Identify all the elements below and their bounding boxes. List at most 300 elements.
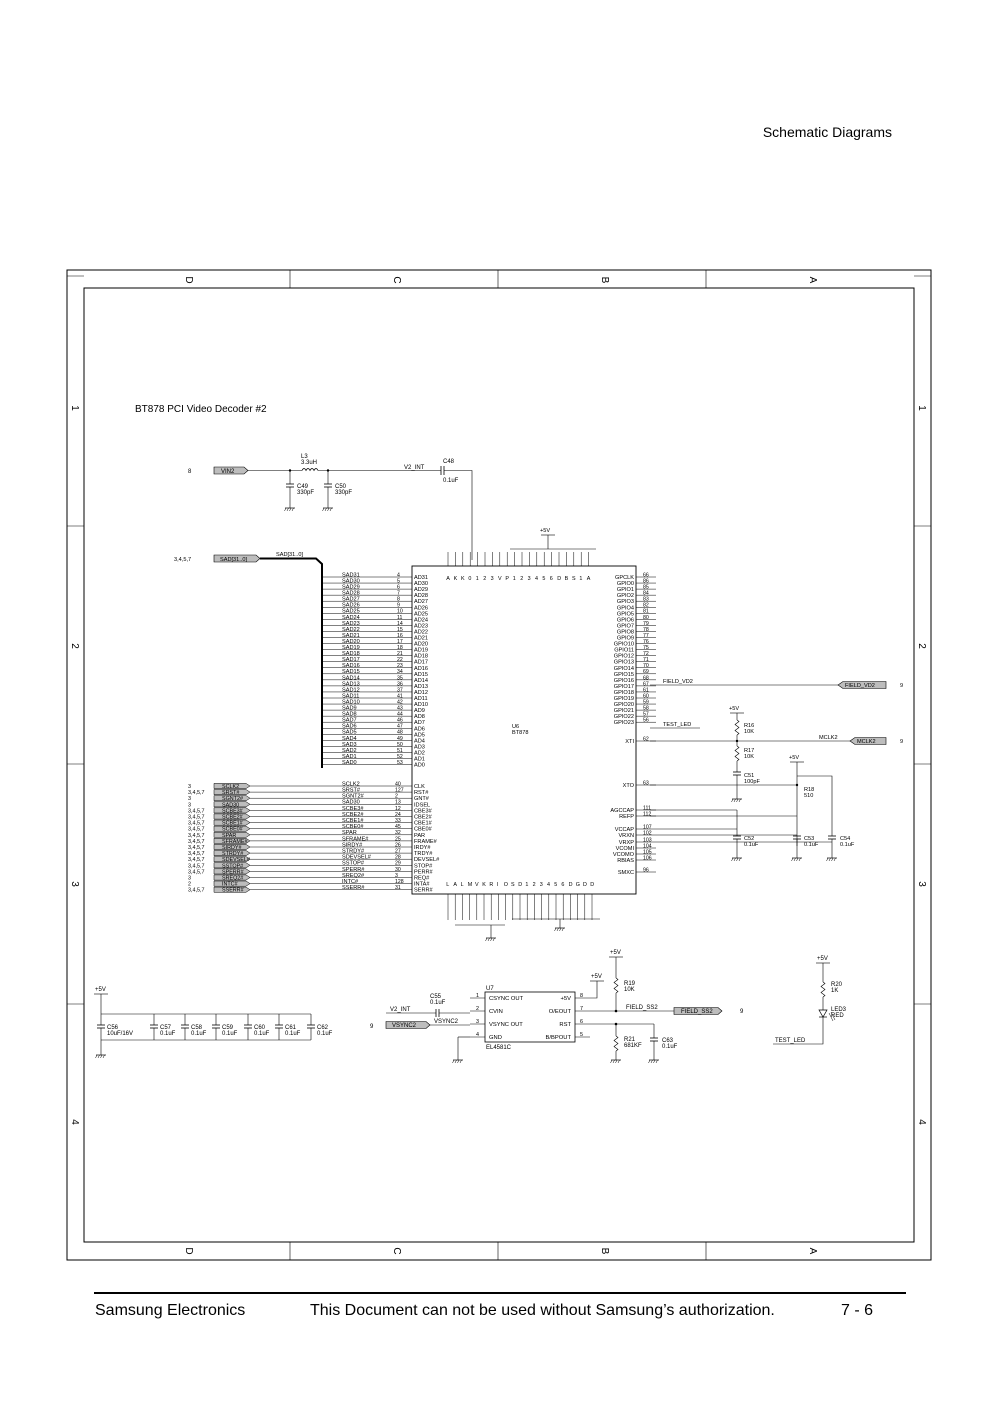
- u6-right-pin-name: XTO: [622, 783, 634, 789]
- ctrl-pin-number: 29: [395, 860, 401, 867]
- ctrl-port-label: SFRAME#: [222, 838, 248, 845]
- ctrl-pin-name: IRDY#: [414, 845, 431, 851]
- gpio-pin-name: GPIO4: [616, 605, 634, 612]
- u6-right-pin-number: 105: [643, 849, 652, 856]
- ad-pin-name: AD29: [414, 587, 428, 594]
- ad-net-label: SAD23: [342, 620, 360, 627]
- r16-ref: R16: [744, 723, 755, 729]
- ctrl-pin-number: 127: [395, 787, 404, 794]
- footer-rule: [94, 1292, 906, 1294]
- ad-net-label: SAD8: [342, 711, 357, 718]
- gpio-pin-number: 85: [643, 584, 649, 591]
- ad-pin-number: 21: [397, 651, 403, 658]
- frame-column-bottom: B: [599, 1247, 610, 1255]
- ad-net-label: SAD21: [342, 632, 360, 639]
- r21-resistor: [614, 1036, 618, 1051]
- c52-value: 0.1uF: [744, 842, 759, 848]
- r20-value: 1K: [831, 988, 839, 994]
- frame-row-left: 4: [69, 1119, 80, 1125]
- ctrl-pin-name: DEVSEL#: [414, 857, 440, 864]
- gpio-pin-number: 61: [643, 687, 649, 694]
- vin-sheet-ref: 8: [188, 469, 192, 475]
- u6-ref: U6: [512, 724, 520, 730]
- decoupling-cap-value: 0.1uF: [317, 1031, 333, 1037]
- vsync2-net: VSYNC2: [434, 1019, 459, 1025]
- ad-net-label: SAD22: [342, 626, 360, 633]
- ctrl-pin-name: CBE1#: [414, 820, 432, 827]
- ad-pin-name: AD7: [414, 720, 425, 727]
- c52-ref: C52: [744, 836, 755, 842]
- field-ss2-ref: 9: [740, 1009, 744, 1015]
- gpio-pin-number: 72: [643, 651, 649, 658]
- decoupling-cap-ref: C57: [160, 1025, 172, 1031]
- ad-pin-name: AD30: [414, 581, 428, 588]
- ctrl-net-label: SCBE1#: [342, 818, 364, 824]
- gpio-pin-name: GPIO21: [613, 708, 634, 715]
- u6-bottom-pin-label: L: [460, 882, 464, 888]
- ad-pin-number: 42: [397, 699, 403, 706]
- gpio-pin-name: GPIO17: [613, 683, 634, 690]
- c54-value: 0.1uF: [840, 842, 855, 848]
- frame-column-bottom: A: [807, 1247, 818, 1255]
- decoupling-cap-value: 0.1uF: [254, 1031, 270, 1037]
- sad-bus-name: SAD[31..0]: [276, 552, 304, 558]
- ctrl-sheet-ref: 3,4,5,7: [188, 851, 205, 858]
- ad-pin-number: 9: [397, 602, 400, 609]
- ad-net-label: SAD16: [342, 663, 360, 670]
- frame-row-left: 1: [69, 405, 80, 411]
- ctrl-pin-number: 27: [395, 848, 401, 855]
- vin2-port-label: VIN2: [221, 469, 235, 475]
- r18-supply: +5V: [789, 755, 800, 761]
- ad-pin-number: 53: [397, 759, 403, 766]
- u6-top-pin-label: D: [557, 576, 562, 582]
- l3-inductor: [302, 469, 318, 471]
- decoupling-cap-value: 0.1uF: [191, 1031, 207, 1037]
- u6-top-pin-label: S: [572, 576, 576, 582]
- ad-pin-number: 10: [397, 608, 403, 615]
- gpio-pin-name: GPIO3: [616, 599, 634, 606]
- frame-row-right: 2: [916, 643, 927, 649]
- gpio-pin-number: 82: [643, 602, 649, 609]
- u6-supply: +5V: [540, 528, 551, 534]
- u6-bottom-pin-label: A: [453, 882, 458, 888]
- gpio-pin-name: GPIO5: [616, 611, 634, 618]
- u6-right-pin-number: 102: [643, 830, 652, 837]
- ad-net-label: SAD31: [342, 572, 360, 579]
- footer-page-number: 7 - 6: [841, 1302, 874, 1319]
- ad-net-label: SAD27: [342, 596, 360, 603]
- u6-right-pin-number: 112: [643, 811, 652, 818]
- u6-top-pin-label: 1: [475, 576, 479, 582]
- ctrl-port-label: SRST#: [222, 790, 240, 797]
- ctrl-net-label: SCBE3#: [342, 805, 364, 812]
- ctrl-pin-name: CBE3#: [414, 808, 432, 815]
- ad-pin-name: AD0: [414, 762, 425, 769]
- ad-pin-name: AD11: [414, 696, 428, 702]
- gpio-pin-number: 57: [643, 711, 649, 718]
- ctrl-net-label: INTC#: [342, 879, 359, 885]
- u6-bottom-pin-label: 4: [547, 882, 550, 888]
- ctrl-port-label: STRDY#: [222, 851, 244, 858]
- ctrl-pin-number: 45: [395, 824, 401, 831]
- u6-top-pin-label: K: [453, 576, 458, 582]
- gpio-pin-number: 81: [643, 608, 649, 615]
- frame-column-top: D: [183, 276, 194, 284]
- ad-net-label: SAD0: [342, 759, 357, 766]
- led-supply: +5V: [817, 956, 828, 962]
- u7-pin-number: 7: [580, 1006, 583, 1012]
- ad-pin-number: 23: [397, 663, 403, 670]
- u6-bottom-pin-label: R: [489, 882, 494, 888]
- u7-pin-number: 4: [476, 1032, 479, 1038]
- ad-net-label: SAD25: [342, 608, 360, 615]
- ctrl-pin-name: REQ#: [414, 875, 430, 882]
- u7-supply-a: +5V: [591, 974, 602, 980]
- ctrl-sheet-ref: 3: [188, 784, 191, 790]
- input-section: [188, 454, 472, 560]
- u6-bottom-pin-label: D: [518, 882, 523, 888]
- vsync2-port-ref: 9: [370, 1024, 374, 1030]
- ad-pin-number: 37: [397, 687, 403, 694]
- ad-pin-number: 14: [397, 620, 403, 627]
- gpio-pin-number: 66: [643, 572, 649, 579]
- ad-pin-name: AD4: [414, 738, 425, 745]
- r21-value: 681KF: [624, 1043, 642, 1049]
- ctrl-net-label: SRST#: [342, 787, 361, 794]
- u6-bottom-pin-label: 5: [554, 882, 558, 888]
- ctrl-port-label: SPAR: [222, 832, 237, 839]
- u6-right-pin-name: VRXP: [618, 840, 634, 846]
- u6-right-pin-number: 96: [643, 867, 649, 874]
- gpio-pin-name: GPIO20: [613, 702, 634, 709]
- ctrl-pin-number: 33: [395, 818, 401, 824]
- mclk2-ref: 9: [900, 739, 904, 745]
- u7-pin-name: RST: [559, 1022, 571, 1028]
- u6-right-pin-number: 103: [643, 837, 652, 844]
- field-vd2-ref: 9: [900, 683, 904, 689]
- gpio-pin-number: 86: [643, 578, 649, 585]
- gpio-pin-number: 71: [643, 657, 649, 664]
- ad-pin-number: 18: [397, 645, 403, 651]
- u6-bottom-pin-label: 3: [539, 882, 543, 888]
- ctrl-port-label: INTC#: [222, 881, 238, 888]
- ctrl-port-label: SCBE2#: [222, 814, 243, 821]
- u6-top-pin-label: 1: [512, 576, 516, 582]
- ad-pin-number: 51: [397, 747, 403, 754]
- r17-value: 10K: [744, 754, 754, 760]
- ctrl-net-label: SAD30: [342, 799, 360, 806]
- u6-bottom-pin-label: K: [482, 882, 486, 888]
- ad-pin-number: 52: [397, 753, 403, 760]
- u7-pin-name: B/BPOUT: [545, 1035, 571, 1041]
- vsync2-port-label: VSYNC2: [392, 1023, 417, 1029]
- ctrl-net-label: SIRDY#: [342, 842, 363, 849]
- ctrl-pin-number: 28: [395, 854, 401, 861]
- frame-column-bottom: D: [183, 1247, 194, 1255]
- r16-resistor: [735, 720, 739, 735]
- ctrl-pin-number: 128: [395, 879, 404, 885]
- footer-company: Samsung Electronics: [95, 1302, 246, 1319]
- u6-test-led-net: TEST_LED: [663, 722, 692, 728]
- gpio-pin-name: GPIO1: [616, 587, 634, 594]
- ground-symbol: [611, 1060, 622, 1063]
- ctrl-pin-number: 25: [395, 836, 401, 843]
- u7-pin-number: 5: [580, 1032, 583, 1038]
- ad-pin-name: AD16: [414, 665, 428, 672]
- ctrl-pin-name: FRAME#: [414, 838, 437, 845]
- outer-frame: [67, 270, 931, 1260]
- ad-net-label: SAD2: [342, 747, 357, 754]
- ctrl-sheet-ref: 3,4,5,7: [188, 838, 205, 845]
- ground-symbol: [96, 1055, 107, 1058]
- r20-resistor: [821, 982, 825, 997]
- ctrl-sheet-ref: 2: [188, 881, 191, 888]
- ad-pin-number: 46: [397, 717, 403, 724]
- gpio-pin-number: 76: [643, 638, 649, 645]
- ctrl-sheet-ref: 3,4,5,7: [188, 869, 205, 876]
- gpio-pin-name: GPIO14: [613, 665, 634, 672]
- r17-ref: R17: [744, 748, 755, 754]
- u6-right-pin-name: VRXN: [618, 833, 634, 839]
- ground-symbol: [732, 799, 743, 802]
- ad-net-label: SAD4: [342, 735, 357, 742]
- u6-right-pin-number: 111: [643, 805, 651, 812]
- gpio-pin-number: 78: [643, 626, 649, 633]
- u6-right-pin-number: 63: [643, 780, 649, 787]
- ad-pin-name: AD1: [414, 756, 425, 763]
- ad-net-label: SAD19: [342, 645, 360, 651]
- ctrl-sheet-ref: 3,4,5,7: [188, 826, 205, 833]
- ctrl-net-label: SCBE2#: [342, 811, 364, 818]
- ad-net-label: SAD28: [342, 590, 360, 597]
- u6-bottom-pin-label: S: [511, 882, 515, 888]
- ad-pin-name: AD8: [414, 714, 425, 721]
- decoupling-cap-ref: C61: [285, 1025, 297, 1031]
- ad-pin-number: 11: [397, 614, 403, 621]
- ctrl-sheet-ref: 3,4,5,7: [188, 887, 205, 894]
- u7-supply-b: +5V: [610, 950, 621, 956]
- ad-net-label: SAD11: [342, 693, 360, 700]
- ctrl-pin-name: CLK: [414, 784, 425, 790]
- c49-ref: C49: [297, 484, 309, 490]
- ctrl-pin-name: GNT#: [414, 796, 429, 803]
- ad-pin-name: AD6: [414, 726, 425, 733]
- ad-pin-number: 48: [397, 729, 403, 736]
- ctrl-sheet-ref: 3: [188, 875, 191, 882]
- u7-pin-name: +5V: [560, 996, 571, 1002]
- gpio-pin-number: 68: [643, 675, 649, 682]
- c50-ref: C50: [335, 484, 347, 490]
- gpio-pin-number: 79: [643, 620, 649, 627]
- u6-bottom-pin-label: I: [496, 882, 499, 888]
- ctrl-sheet-ref: 3,4,5,7: [188, 820, 205, 827]
- ad-pin-name: AD20: [414, 641, 428, 648]
- decoupling-cap-ref: C62: [317, 1025, 329, 1031]
- decoupling-cap-value: 0.1uF: [285, 1031, 301, 1037]
- ctrl-net-label: SSERR#: [342, 885, 365, 892]
- ctrl-pin-number: 24: [395, 811, 401, 818]
- u6-right-pin-number: 106: [643, 855, 652, 862]
- c53-value: 0.1uF: [804, 842, 819, 848]
- ad-net-label: SAD10: [342, 699, 360, 706]
- ad-pin-number: 41: [397, 693, 403, 700]
- u7-part: EL4581C: [486, 1045, 512, 1051]
- ad-pin-name: AD10: [414, 702, 428, 709]
- u7-pin-name: VSYNC OUT: [489, 1022, 523, 1028]
- ad-net-label: SAD1: [342, 753, 357, 760]
- u7-v2-int-net: V2_INT: [390, 1007, 411, 1013]
- ctrl-pin-number: 40: [395, 781, 401, 788]
- u6-top-pin-label: 3: [490, 576, 494, 582]
- gpio-pin-number: 70: [643, 663, 649, 670]
- u6-top-pin-label: K: [461, 576, 465, 582]
- u7-pin-name: O/EOUT: [548, 1009, 571, 1015]
- ad-pin-name: AD26: [414, 605, 428, 612]
- ad-pin-name: AD9: [414, 708, 425, 715]
- c48-value: 0.1uF: [443, 478, 459, 484]
- u6-bottom-pin-label: L: [446, 882, 450, 888]
- ad-net-label: SAD6: [342, 723, 357, 730]
- ctrl-port-label: SDEVSEL#: [222, 857, 250, 864]
- r19-ref: R19: [624, 981, 636, 987]
- field-vd2-net: FIELD_VD2: [663, 679, 693, 685]
- ad-pin-name: AD14: [414, 677, 428, 684]
- ctrl-net-label: STRDY#: [342, 848, 365, 855]
- mclk2-net: MCLK2: [819, 735, 838, 741]
- u6-top-pin-label: A: [446, 576, 450, 582]
- gpio-pin-name: GPIO8: [616, 629, 634, 636]
- ctrl-pin-number: 32: [395, 830, 401, 837]
- l3-value: 3.3uH: [301, 460, 318, 466]
- u7-pin-number: 8: [580, 993, 583, 999]
- gpio-pin-name: GPIO7: [616, 623, 634, 630]
- u6-section: [174, 528, 903, 941]
- c63-ref: C63: [662, 1038, 674, 1044]
- u7-pin-number: 6: [580, 1019, 583, 1025]
- gpio-pin-name: GPIO22: [613, 714, 634, 721]
- ctrl-pin-number: 3: [395, 872, 398, 879]
- ctrl-sheet-ref: 3: [188, 802, 191, 809]
- field-ss2-port-label: FIELD_SS2: [681, 1009, 713, 1015]
- u6-right-pin-name: RBIAS: [617, 858, 634, 864]
- u7-pin-name: GND: [489, 1035, 502, 1041]
- ground-symbol: [323, 508, 334, 511]
- footer-notice: This Document can not be used without Samsung’s authorization.: [310, 1302, 775, 1319]
- ctrl-port-label: SGNT2#: [222, 796, 243, 803]
- ad-pin-name: AD19: [414, 647, 428, 654]
- ad-pin-name: AD13: [414, 683, 428, 690]
- u6-bottom-pin-label: 1: [525, 882, 529, 888]
- sad-bus-port-label: SAD[31..0]: [220, 557, 248, 563]
- u6-top-pin-label: 0: [468, 576, 472, 582]
- led3-diode: [819, 1010, 827, 1017]
- decoupling-section: [94, 987, 333, 1058]
- ad-pin-number: 36: [397, 681, 403, 688]
- schematic-title: BT878 PCI Video Decoder #2: [135, 404, 267, 415]
- u6-bottom-pin-label: 2: [532, 882, 536, 888]
- ctrl-pin-number: 12: [395, 805, 401, 812]
- u7-ref: U7: [486, 986, 494, 992]
- ctrl-pin-name: CBE0#: [414, 826, 432, 833]
- frame-grid: [67, 270, 931, 1260]
- ad-net-label: SAD17: [342, 657, 360, 664]
- u6-bottom-pin-label: 6: [561, 882, 565, 888]
- u6-bottom-pin-label: O: [503, 882, 509, 888]
- r19-value: 10K: [624, 987, 635, 993]
- ctrl-net-label: SPAR: [342, 830, 357, 837]
- ctrl-net-label: SDEVSEL#: [342, 854, 371, 861]
- decoupling-cap-ref: C60: [254, 1025, 266, 1031]
- ctrl-pin-name: PAR: [414, 832, 426, 839]
- ad-pin-name: AD28: [414, 593, 428, 600]
- c63-value: 0.1uF: [662, 1044, 678, 1050]
- u6-right-pin-name: VCOMI: [615, 846, 634, 852]
- ctrl-port-label: SPERR#: [222, 869, 244, 876]
- ctrl-net-label: SSTOP#: [342, 860, 364, 867]
- u6-part: BT878: [512, 730, 529, 736]
- ad-net-label: SAD30: [342, 578, 360, 585]
- ad-net-label: SAD18: [342, 651, 360, 658]
- ctrl-sheet-ref: 3,4,5,7: [188, 863, 205, 870]
- c51-value: 100pF: [744, 779, 760, 785]
- ctrl-net-label: SREQ2#: [342, 872, 365, 879]
- ad-pin-number: 50: [397, 741, 403, 748]
- u6-right-pin-number: 62: [643, 736, 649, 743]
- r17-resistor: [735, 746, 739, 761]
- u6-bottom-pin-label: D: [590, 882, 595, 888]
- ad-pin-number: 6: [397, 584, 400, 591]
- u6-bottom-pin-label: G: [575, 882, 581, 888]
- ground-symbol: [486, 938, 497, 941]
- u6-right-pin-name: REFP: [619, 814, 634, 820]
- frame-row-left: 2: [69, 643, 80, 649]
- ctrl-pin-number: 2: [395, 793, 398, 800]
- c48-ref: C48: [443, 459, 455, 465]
- ad-pin-number: 35: [397, 675, 403, 682]
- u6-top-pin-label: 6: [549, 576, 553, 582]
- ad-pin-name: AD24: [414, 617, 428, 624]
- gpio-pin-name: GPIO11: [614, 647, 634, 654]
- u7-section: [370, 950, 744, 1063]
- ad-pin-name: AD3: [414, 744, 425, 751]
- ad-pin-number: 15: [397, 626, 403, 633]
- u6-bottom-pin-label: D: [568, 882, 573, 888]
- u6-right-pin-name: AGCCAP: [610, 808, 634, 814]
- gpio-pin-number: 56: [643, 717, 649, 724]
- c49-value: 330pF: [297, 490, 315, 496]
- ad-pin-name: AD5: [414, 732, 425, 739]
- decoupling-cap-value: 10uF/16V: [107, 1031, 134, 1037]
- ctrl-net-label: SCBE0#: [342, 824, 364, 831]
- l3-ref: L3: [301, 454, 308, 460]
- ground-symbol: [285, 508, 296, 511]
- ad-net-label: SAD29: [342, 584, 360, 591]
- u6-right-pin-number: 107: [643, 824, 652, 831]
- r19-resistor: [614, 978, 618, 993]
- v2-int-net: V2_INT: [404, 465, 425, 471]
- ctrl-pin-name: IDSEL: [414, 802, 431, 809]
- u6-bottom-pin-label: D: [583, 882, 587, 888]
- u7-pin-name: CVIN: [489, 1009, 503, 1015]
- ad-pin-name: AD17: [414, 659, 428, 666]
- ctrl-sheet-ref: 3,4,5,7: [188, 845, 205, 851]
- ctrl-pin-name: RST#: [414, 790, 429, 797]
- frame-column-top: B: [599, 276, 610, 284]
- frame-row-right: 1: [916, 405, 927, 411]
- ad-pin-number: 43: [397, 705, 403, 712]
- led-test-led-net: TEST_LED: [775, 1038, 806, 1044]
